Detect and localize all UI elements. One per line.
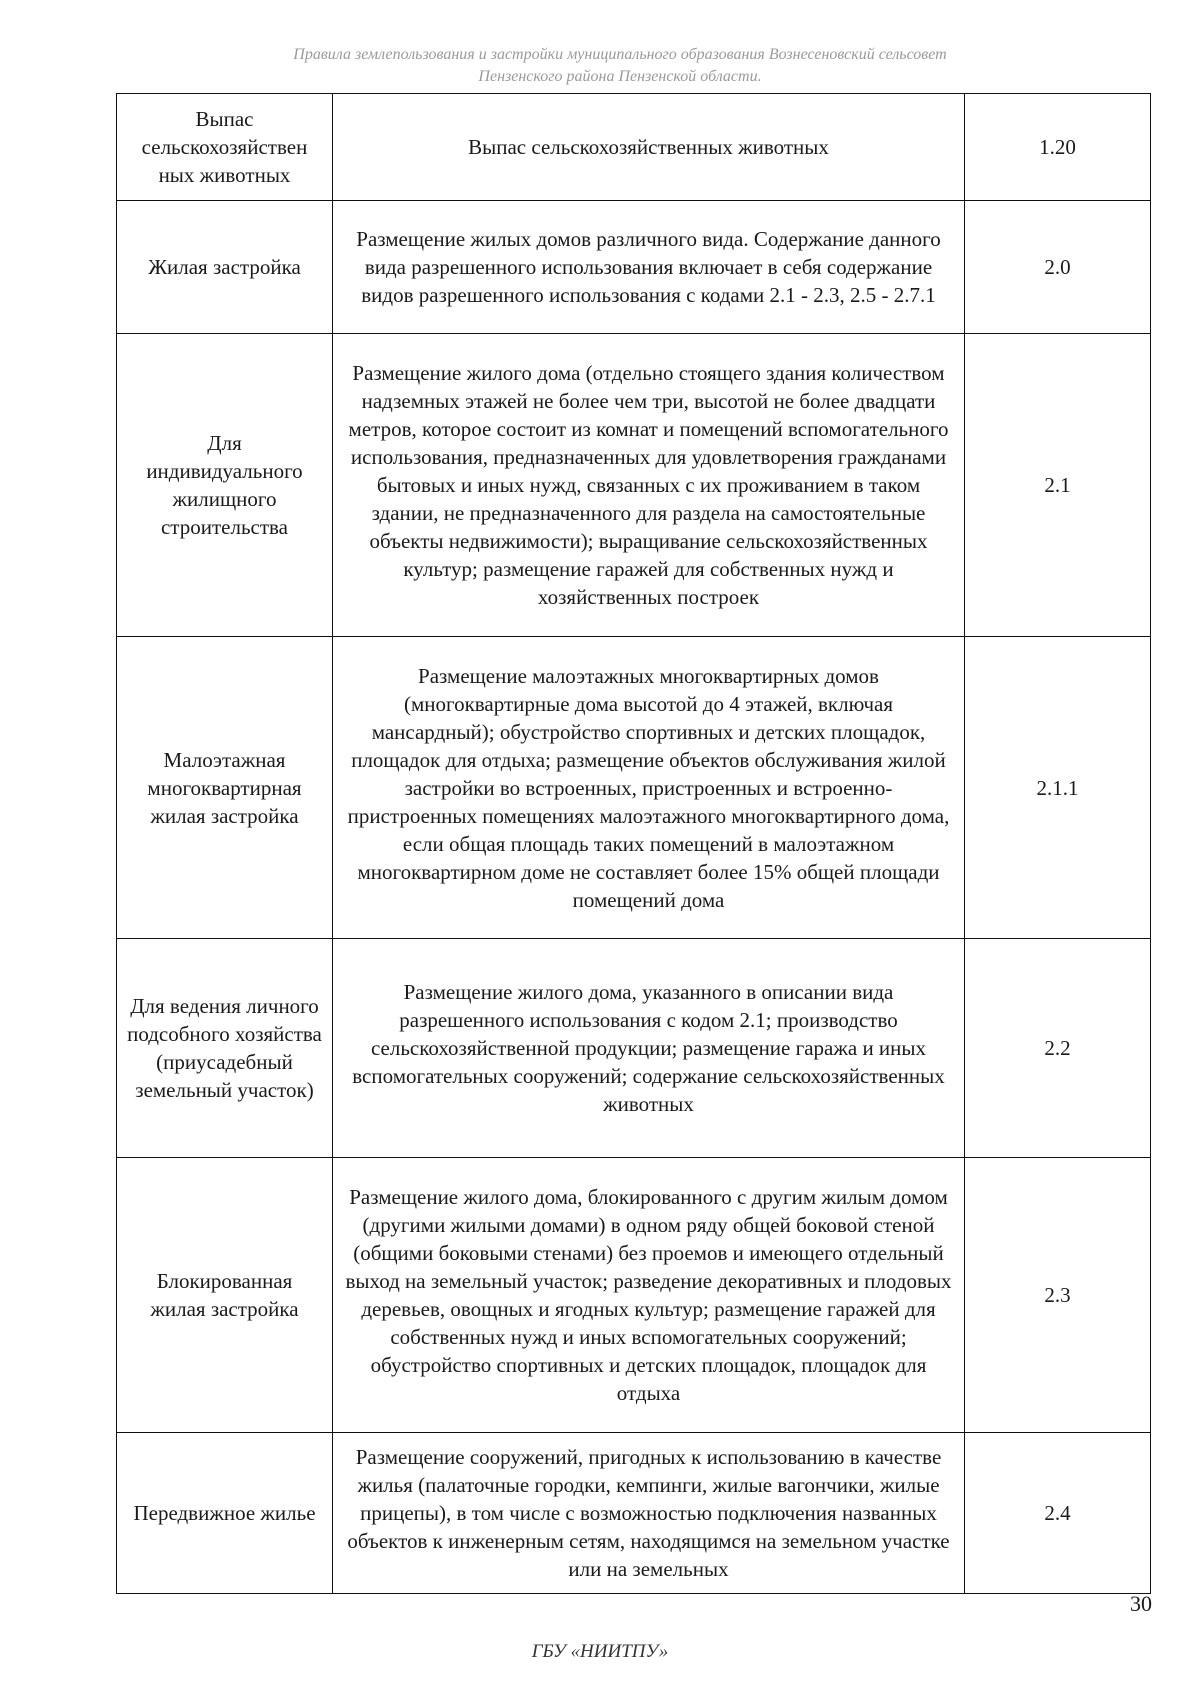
use-type-name: Для индивидуального жилищного строительства	[117, 334, 333, 637]
table-row	[117, 939, 1151, 1158]
use-type-name: Передвижное жилье	[117, 1433, 333, 1594]
use-type-code: 2.3	[965, 1158, 1151, 1433]
use-type-description: Размещение жилых домов различного вида. Содержание данного вида разрешенного использования включает в себя содержание видов разрешенного использования с кодами 2.1 - 2.3, 2.5 - 2.7.1	[333, 201, 965, 334]
table-row	[117, 1158, 1151, 1433]
use-type-code: 2.1.1	[965, 637, 1151, 939]
use-type-description: Размещение сооружений, пригодных к использованию в качестве жилья (палаточные городки, кемпинги, жилые вагончики, жилые прицепы), в том числе с возможностью подключения названных объектов к инженерным сетям, находящимся на земельном участке или на земельных	[333, 1433, 965, 1594]
page-number: 30	[1130, 1591, 1152, 1616]
use-type-name: Малоэтажная многоквартирная жилая застройка	[117, 637, 333, 939]
use-type-description: Размещение жилого дома, указанного в описании вида разрешенного использования с кодом 2.1; производство сельскохозяйственной продукции; размещение гаража и иных вспомогательных сооружений; содержание сельскохозяйственных животных	[333, 939, 965, 1158]
use-type-code: 1.20	[965, 94, 1151, 201]
table-row	[117, 334, 1151, 637]
land-use-table	[116, 93, 1151, 1594]
running-header-line-2: Пензенского района Пензенской области.	[478, 68, 762, 85]
use-type-description: Размещение жилого дома, блокированного с другим жилым домом (другими жилыми домами) в одном ряду общей боковой стеной (общими боковыми стенами) без проемов и имеющего отдельный выход на земельный участок; разведение декоративных и плодовых деревьев, овощных и ягодных культур; размещение гаражей для собственных нужд и иных вспомогательных сооружений; обустройство спортивных и детских площадок, площадок для отдыха	[333, 1158, 965, 1433]
table-row	[117, 94, 1151, 201]
use-type-code: 2.1	[965, 334, 1151, 637]
running-header	[150, 44, 1090, 88]
use-type-name: Жилая застройка	[117, 201, 333, 334]
use-type-name: Блокированная жилая застройка	[117, 1158, 333, 1433]
use-type-code: 2.0	[965, 201, 1151, 334]
footer-organization: ГБУ «НИИТПУ»	[531, 1641, 669, 1662]
use-type-description: Выпас сельскохозяйственных животных	[333, 94, 965, 201]
use-type-code: 2.4	[965, 1433, 1151, 1594]
use-type-name: Для ведения личного подсобного хозяйства (приусадебный земельный участок)	[117, 939, 333, 1158]
use-type-description: Размещение малоэтажных многоквартирных домов (многоквартирные дома высотой до 4 этажей, включая мансардный); обустройство спортивных и детских площадок, площадок для отдыха; размещение объектов обслуживания жилой застройки во встроенных, пристроенных и встроенно-пристроенных помещениях малоэтажного многоквартирного дома, если общая площадь таких помещений в малоэтажном многоквартирном доме не составляет более 15% общей площади помещений дома	[333, 637, 965, 939]
table-row	[117, 637, 1151, 939]
table-row	[117, 201, 1151, 334]
running-header-line-1: Правила землепользования и застройки муниципального образования Вознесеновский сельсовет	[293, 46, 947, 63]
table-row	[117, 1433, 1151, 1594]
use-type-description: Размещение жилого дома (отдельно стоящего здания количеством надземных этажей не более чем три, высотой не более двадцати метров, которое состоит из комнат и помещений вспомогательного использования, предназначенных для удовлетворения гражданами бытовых и иных нужд, связанных с их проживанием в таком здании, не предназначенного для раздела на самостоятельные объекты недвижимости); выращивание сельскохозяйственных культур; размещение гаражей для собственных нужд и хозяйственных построек	[333, 334, 965, 637]
use-type-code: 2.2	[965, 939, 1151, 1158]
use-type-name: Выпас сельскохозяйствен ных животных	[117, 94, 333, 201]
